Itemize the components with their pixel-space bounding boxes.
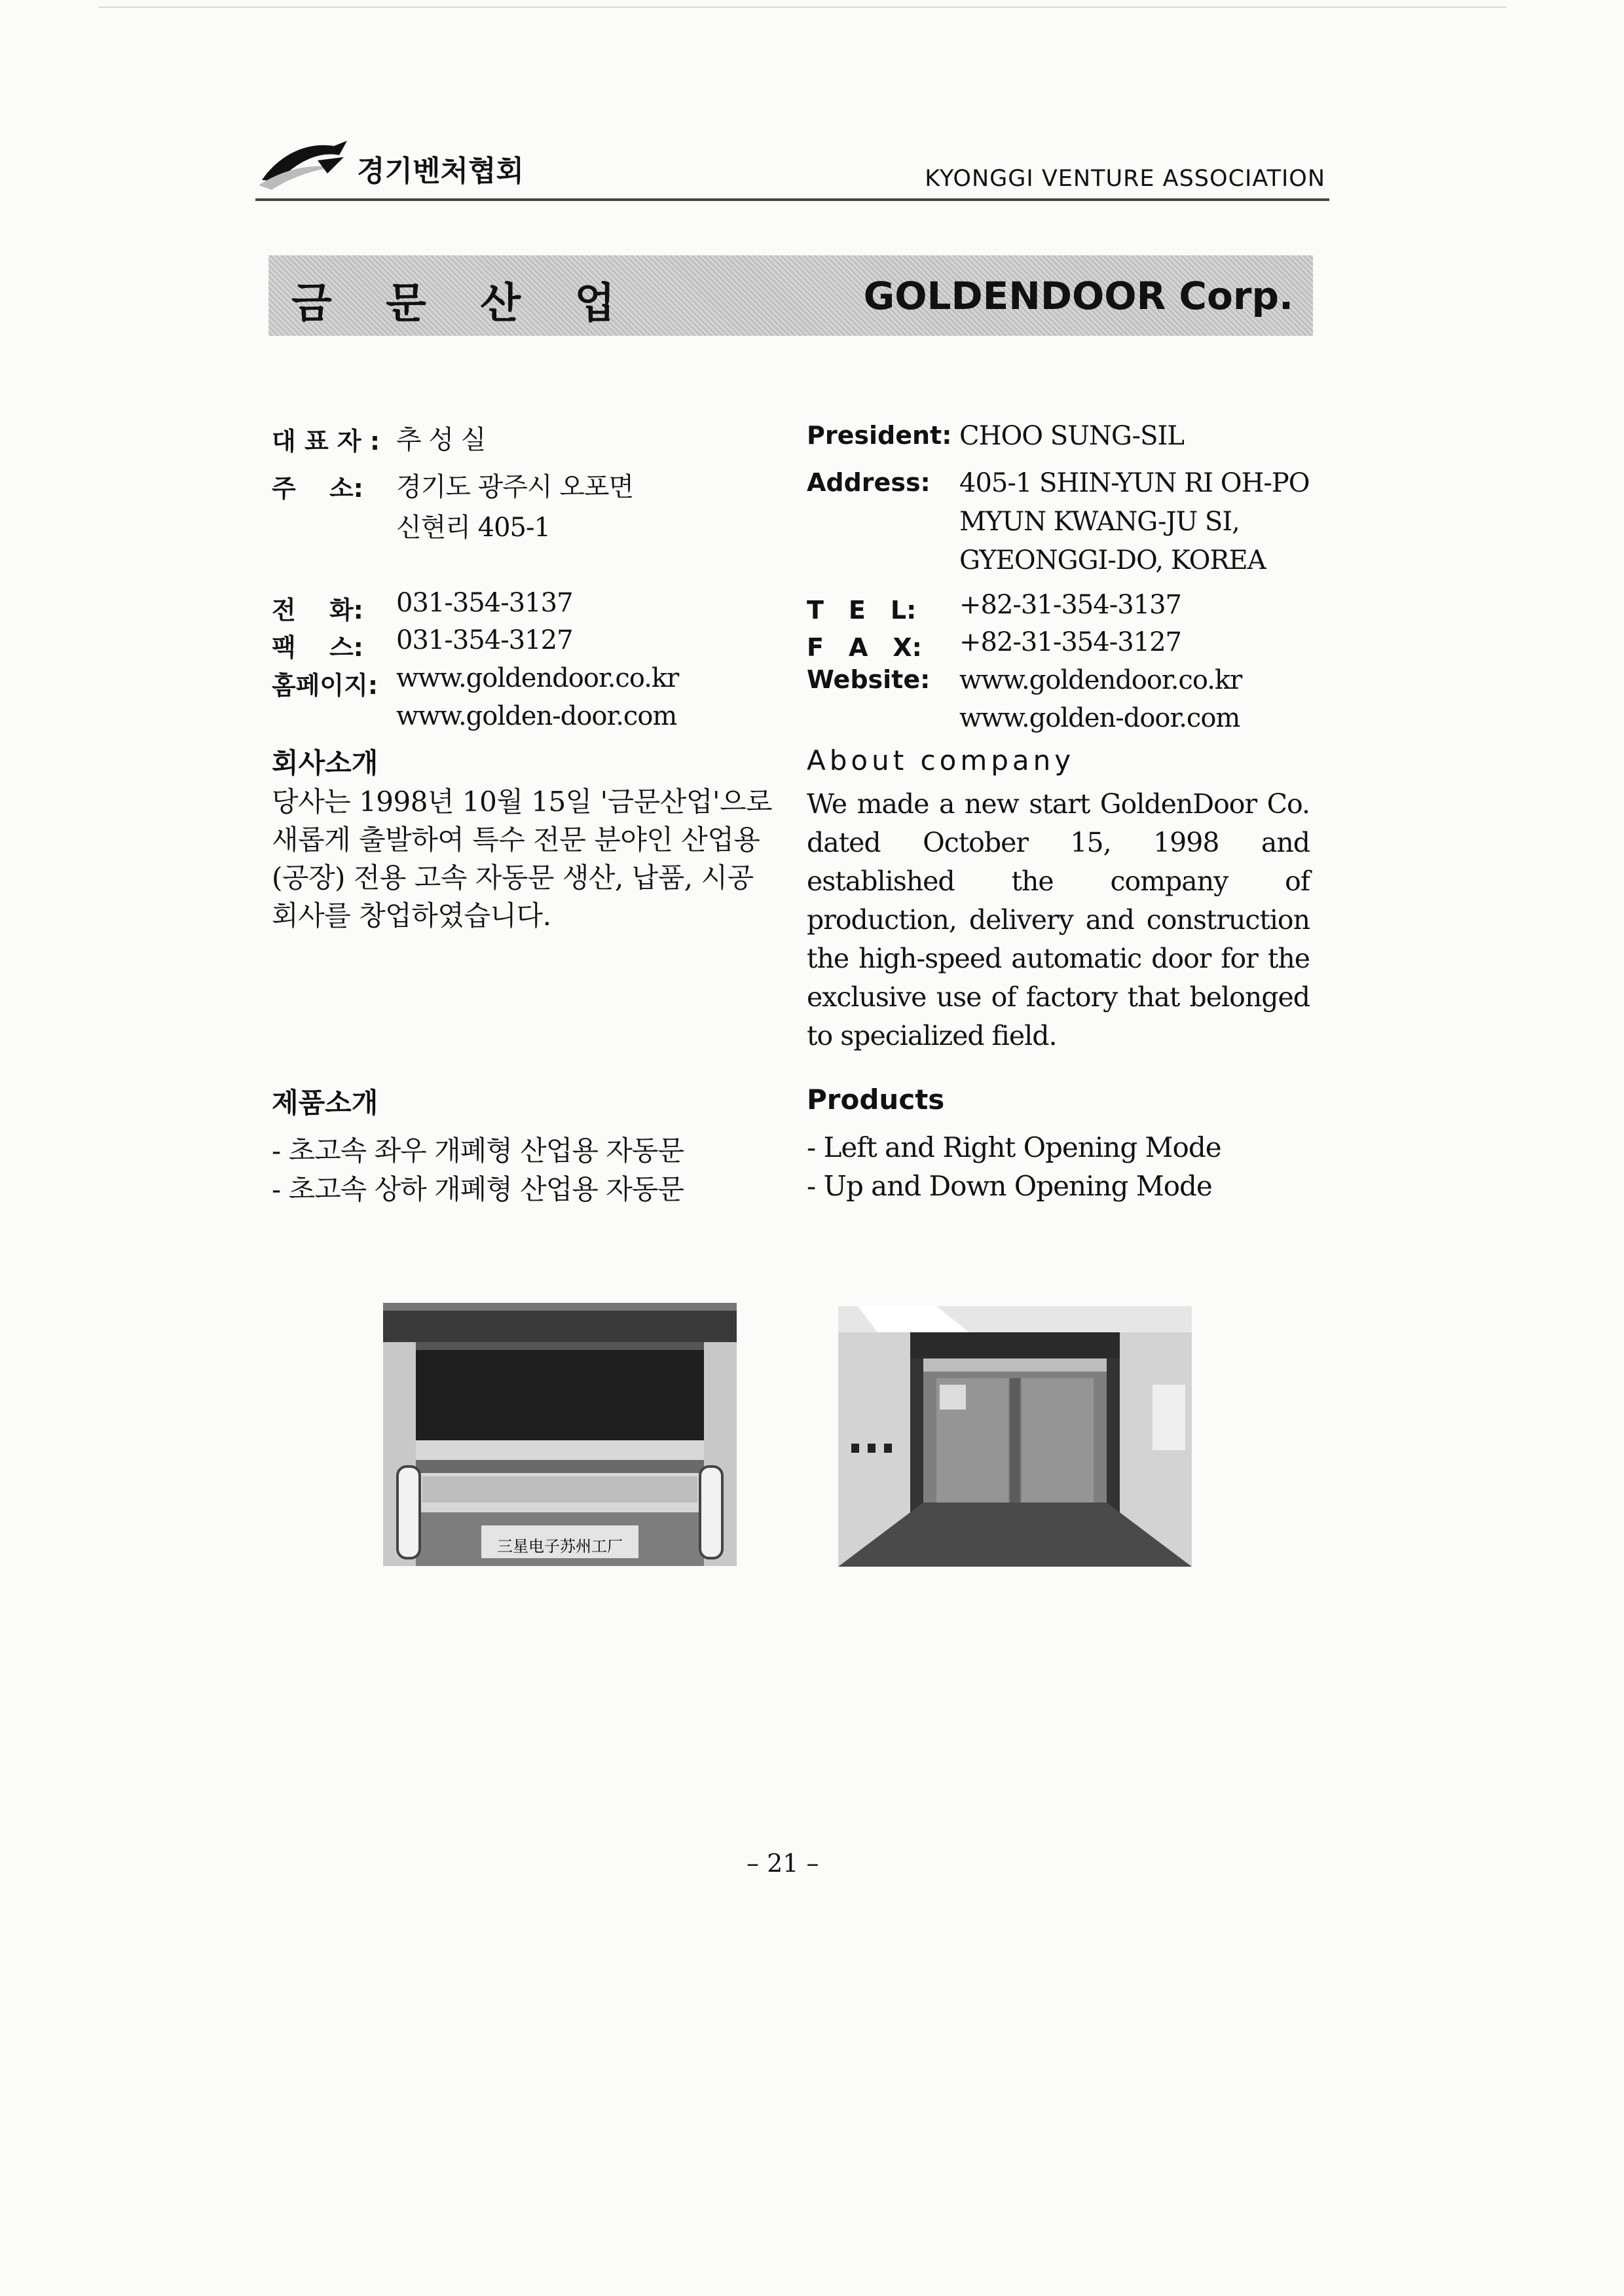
ko-homepage-label: 홈페이지: [272, 671, 378, 700]
en-fax-label: F A X: [807, 633, 922, 662]
association-name: KYONGGI VENTURE ASSOCIATION [925, 166, 1325, 192]
top-edge-line [98, 7, 1506, 8]
en-about-heading: About company [807, 744, 1075, 776]
en-website-2: www.golden-door.com [959, 703, 1240, 733]
ko-tel-label: 전 화: [272, 596, 363, 625]
en-tel-value: +82-31-354-3137 [959, 590, 1182, 620]
page-number: – 21 – [747, 1849, 819, 1878]
sliding-door-photo [838, 1306, 1192, 1567]
ko-president-label: 대 표 자 : [272, 427, 380, 456]
ko-homepage-1: www.goldendoor.co.kr [396, 663, 679, 693]
en-address-line1: 405-1 SHIN-YUN RI OH-PO [959, 468, 1310, 498]
en-fax-value: +82-31-354-3127 [959, 627, 1182, 657]
ko-address-label: 주 소: [272, 474, 363, 503]
ko-president-value: 추 성 실 [396, 425, 486, 455]
en-products-heading: Products [807, 1084, 945, 1116]
rollup-door-photo [383, 1303, 737, 1566]
en-product-item: - Left and Right Opening Mode [807, 1131, 1221, 1163]
en-address-label: Address: [807, 468, 931, 497]
photo-caption: 三星电子苏州工厂 [497, 1537, 623, 1556]
rollup-door-illustration [383, 1303, 737, 1566]
ko-about-heading: 회사소개 [272, 747, 378, 779]
company-name-korean: 금 문 산 업 [291, 280, 635, 328]
ko-products-heading: 제품소개 [272, 1087, 378, 1119]
ko-address-line1: 경기도 광주시 오포면 [396, 472, 634, 502]
ko-product-item: - 초고속 상하 개폐형 산업용 자동문 [272, 1173, 684, 1205]
ko-about-text: 당사는 1998년 10월 15일 '금문산업'으로 새롭게 출발하여 특수 전문 분야인 산업용 (공장) 전용 고속 자동문 생산, 납품, 시공 회사를 창업하였습니다. [272, 786, 773, 932]
en-website-label: Website: [807, 665, 931, 694]
ko-tel-value: 031-354-3137 [396, 588, 573, 618]
ko-homepage-2: www.golden-door.com [396, 701, 677, 731]
en-website-1: www.goldendoor.co.kr [959, 665, 1242, 695]
en-product-item: - Up and Down Opening Mode [807, 1170, 1212, 1202]
en-president-value: CHOO SUNG-SIL [959, 421, 1184, 451]
en-tel-label: T E L: [807, 596, 917, 625]
ko-address-line2: 신현리 405-1 [396, 513, 550, 543]
en-address-line3: GYEONGGI-DO, KOREA [959, 545, 1266, 575]
ko-fax-label: 팩 스: [272, 633, 363, 662]
swoosh-logo-icon [255, 134, 354, 190]
association-logo-text: 경기벤처협회 [357, 155, 525, 188]
ko-fax-value: 031-354-3127 [396, 625, 573, 655]
en-address-line2: MYUN KWANG-JU SI, [959, 507, 1240, 537]
en-president-label: President: [807, 421, 952, 450]
ko-product-item: - 초고속 좌우 개폐형 산업용 자동문 [272, 1135, 684, 1167]
sliding-door-illustration [838, 1306, 1192, 1567]
company-title-banner [268, 255, 1313, 336]
company-name-english: GOLDENDOOR Corp. [863, 274, 1293, 318]
header-divider [255, 198, 1329, 201]
en-about-text: We made a new start GoldenDoor Co. dated October 15, 1998 and established the company of production, delivery and construction the high-speed automatic door for the exclusive use of factory that belonged to specialized field. [807, 788, 1310, 1051]
